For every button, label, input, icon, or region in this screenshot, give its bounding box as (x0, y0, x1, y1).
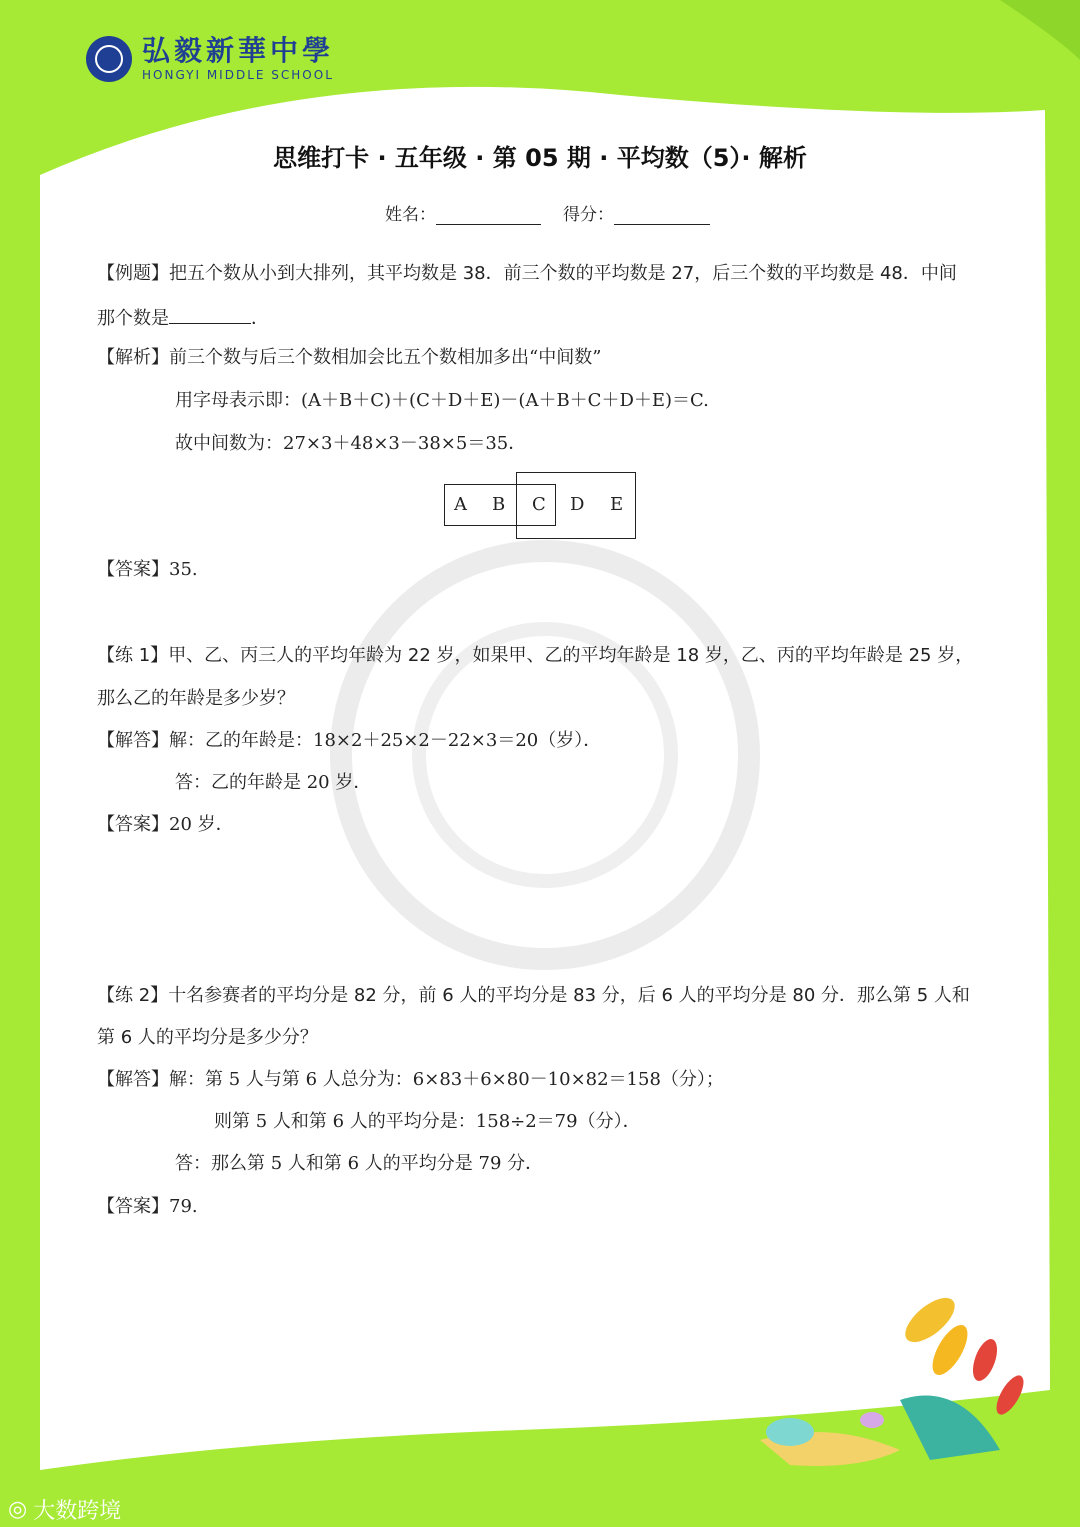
p2-q2: 第 6 人的平均分是多少分？ (97, 1027, 318, 1048)
p1-q2: 那么乙的年龄是多少岁？ (97, 688, 295, 709)
example-solution-line1 (97, 346, 601, 370)
footer-brand-text: 大数跨境 (33, 1499, 122, 1524)
p2-solution-tag: 【解答】 (97, 1069, 169, 1090)
p2-solution-line1 (97, 1068, 724, 1092)
letter-a: A (454, 494, 467, 515)
example-answer-tag: 【答案】 (97, 559, 169, 580)
page-title: 思维打卡 · 五年级 · 第 05 期 · 平均数（5）· 解析 (273, 144, 807, 172)
school-name-cn: 弘毅新華中學 (142, 34, 335, 67)
p2-s1: 解：第 5 人与第 6 人总分为：6×83＋6×80－10×82＝158（分）； (169, 1069, 724, 1090)
p2-s2: 则第 5 人和第 6 人的平均分是：158÷2＝79（分）． (214, 1111, 641, 1132)
example-answer (97, 558, 198, 582)
school-seal-icon (86, 36, 132, 82)
example-q1: 把五个数从小到大排列，其平均数是 38．前三个数的平均数是 27，后三个数的平均数是 48．中间 (169, 263, 957, 284)
letter-b: B (492, 494, 506, 515)
p2-q1: 十名参赛者的平均分是 82 分，前 6 人的平均分是 83 分，后 6 人的平均分是 80 分．那么第 5 人和 (168, 985, 970, 1006)
example-s2: 用字母表示即：(A＋B＋C)＋(C＋D＋E)－(A＋B＋C＋D＋E)＝C. (175, 390, 709, 411)
example-s1: 前三个数与后三个数相加会比五个数相加多出“中间数” (169, 347, 602, 368)
p2-answer (97, 1195, 198, 1219)
p2-answer-tag: 【答案】 (97, 1196, 169, 1217)
score-label: 得分： (563, 205, 614, 225)
p1-solution-line1 (97, 729, 601, 753)
example-q2: 那个数是 (97, 308, 169, 329)
letter-c: C (532, 494, 546, 515)
name-score-row (385, 200, 710, 225)
score-blank (614, 206, 710, 225)
example-answer-value: 35. (169, 559, 198, 580)
example-answer-blank (169, 305, 251, 324)
school-watermark (330, 540, 760, 970)
p2-s3: 答：那么第 5 人和第 6 人的平均分是 79 分． (175, 1153, 544, 1174)
p1-s2: 答：乙的年龄是 20 岁． (175, 772, 372, 793)
example-solution-tag: 【解析】 (97, 347, 169, 368)
p2-question-line1 (97, 984, 970, 1008)
p1-tag: 【练 1】 (97, 645, 169, 666)
example-q2-end: ． (251, 308, 269, 329)
p1-answer-value: 20 岁． (169, 814, 234, 835)
brand-logo-icon: ◎ (8, 1497, 28, 1522)
p1-answer-tag: 【答案】 (97, 814, 169, 835)
example-question-line1 (97, 262, 957, 286)
example-question-line2 (97, 305, 269, 331)
school-name-en: HONGYI MIDDLE SCHOOL (142, 68, 334, 82)
example-s3: 故中间数为：27×3＋48×3－38×5＝35． (175, 433, 527, 454)
p2-answer-value: 79. (169, 1196, 198, 1217)
school-logo (86, 36, 334, 82)
p1-q1: 甲、乙、丙三人的平均年龄为 22 岁，如果甲、乙的平均年龄是 18 岁，乙、丙的平均年龄是 25 岁， (168, 645, 974, 666)
footer-brand (8, 1494, 121, 1525)
name-label: 姓名： (385, 205, 436, 225)
letter-d: D (570, 494, 585, 515)
name-blank (436, 206, 541, 225)
p2-tag: 【练 2】 (97, 985, 169, 1006)
p1-solution-tag: 【解答】 (97, 730, 169, 751)
example-tag: 【例题】 (97, 263, 169, 284)
p1-answer (97, 813, 234, 837)
letter-e: E (610, 494, 624, 515)
p1-question-line1 (97, 644, 973, 668)
p1-s1: 解：乙的年龄是：18×2＋25×2－22×3＝20（岁）． (169, 730, 602, 751)
